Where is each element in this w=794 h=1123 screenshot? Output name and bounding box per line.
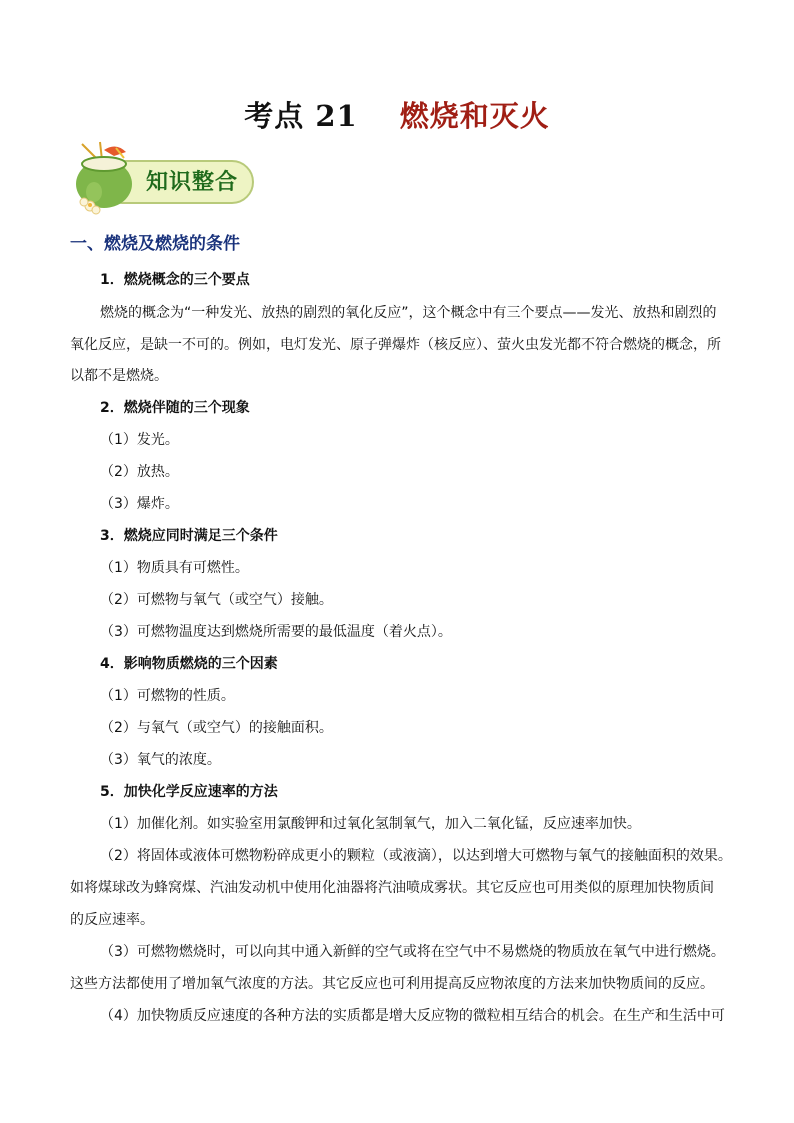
list-item: （2）可燃物与氧气（或空气）接触。 <box>100 592 333 608</box>
paragraph-line: 这些方法都使用了增加氧气浓度的方法。其它反应也可利用提高反应物浓度的方法来加快物质间的反应。 <box>70 976 714 992</box>
paragraph-line: 燃烧的概念为“一种发光、放热的剧烈的氧化反应”，这个概念中有三个要点——发光、放热和剧烈的 <box>100 305 717 321</box>
title-prefix: 考点 21 <box>244 99 358 133</box>
title-topic: 燃烧和灭火 <box>399 99 550 133</box>
section-heading: 一、燃烧及燃烧的条件 <box>70 234 240 254</box>
paragraph-line: 氧化反应，是缺一不可的。例如，电灯发光、原子弹爆炸（核反应）、萤火虫发光都不符合燃烧的概念，所 <box>70 337 721 353</box>
list-item: （2）与氧气（或空气）的接触面积。 <box>100 720 333 736</box>
list-item: （3）可燃物温度达到燃烧所需要的最低温度（着火点）。 <box>100 624 452 640</box>
list-item: （1）发光。 <box>100 432 179 448</box>
subheading-1: 1．燃烧概念的三个要点 <box>100 272 250 288</box>
paragraph-line: （1）加催化剂。如实验室用氯酸钾和过氧化氢制氧气，加入二氧化锰，反应速率加快。 <box>100 816 641 832</box>
paragraph-line: （4）加快物质反应速度的各种方法的实质都是增大反应物的微粒相互结合的机会。在生产和生活中可 <box>100 1008 725 1024</box>
list-item: （3）氧气的浓度。 <box>100 752 221 768</box>
badge-label: 知识整合 <box>146 169 239 195</box>
list-item: （1）物质具有可燃性。 <box>100 560 249 576</box>
subheading-2: 2．燃烧伴随的三个现象 <box>100 400 250 416</box>
page-title <box>0 96 794 136</box>
subheading-4: 4．影响物质燃烧的三个因素 <box>100 656 278 672</box>
paragraph-line: 如将煤球改为蜂窝煤、汽油发动机中使用化油器将汽油喷成雾状。其它反应也可用类似的原理加快物质间 <box>70 880 714 896</box>
subheading-3: 3．燃烧应同时满足三个条件 <box>100 528 278 544</box>
section-badge <box>70 140 260 218</box>
paragraph-line: 以都不是燃烧。 <box>70 368 168 384</box>
subheading-5: 5．加快化学反应速率的方法 <box>100 784 278 800</box>
paragraph-line: （2）将固体或液体可燃物粉碎成更小的颗粒（或液滴），以达到增大可燃物与氧气的接触面积的效果。 <box>100 848 732 864</box>
list-item: （1）可燃物的性质。 <box>100 688 235 704</box>
list-item: （2）放热。 <box>100 464 179 480</box>
paragraph-line: （3）可燃物燃烧时，可以向其中通入新鲜的空气或将在空气中不易燃烧的物质放在氧气中进行燃烧。 <box>100 944 725 960</box>
paragraph-line: 的反应速率。 <box>70 912 154 928</box>
list-item: （3）爆炸。 <box>100 496 179 512</box>
